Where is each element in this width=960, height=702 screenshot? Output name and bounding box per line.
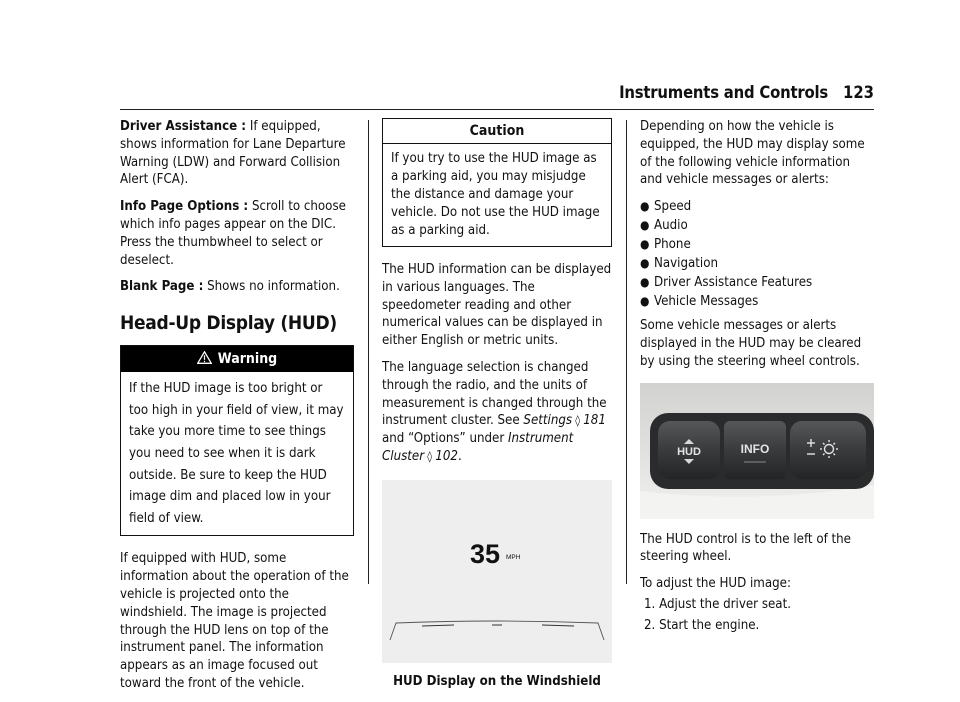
definition-term: Info Page Options :	[120, 199, 249, 215]
brightness-button[interactable]	[790, 421, 866, 479]
warning-triangle-icon	[197, 347, 212, 373]
warning-box	[120, 345, 354, 536]
hud-info-list	[640, 198, 874, 311]
column-divider-2	[626, 120, 627, 584]
figure-caption: HUD Display on the Windshield	[393, 673, 601, 689]
warning-title: Warning	[217, 351, 278, 368]
hud-display-intro: Depending on how the vehicle is equipped, the HUD may display some of the following vehicle information and vehicle messages or alerts:	[640, 119, 865, 188]
link-page: 181	[583, 413, 606, 429]
warning-text: If the HUD image is too bright or too high in your field of view, it may take you more time to see things you need to see when it is dark outside. Be sure to keep the HUD image dim and placed low in your field of view.	[129, 381, 344, 526]
hud-control-figure	[640, 383, 874, 519]
bullet-icon: ●	[640, 275, 650, 290]
dashboard-outline	[390, 621, 604, 640]
list-item	[640, 198, 874, 216]
list-item-text: Driver Assistance Features	[654, 275, 813, 291]
list-item	[640, 293, 874, 311]
list-item-text: Vehicle Messages	[654, 294, 759, 310]
definition-text: If equipped, shows information for Lane Departure Warning (LDW) and Forward Collision Alert (FCA).	[120, 119, 346, 188]
bullet-icon: ●	[640, 294, 650, 309]
definition-text: Scroll to choose which info pages appear on the DIC. Press the thumbwheel to select or deselect.	[120, 199, 346, 268]
link-text: Settings	[523, 413, 573, 429]
info-button-label: INFO	[740, 441, 770, 456]
hud-windshield-figure	[382, 480, 612, 663]
clear-messages-paragraph: Some vehicle messages or alerts displayed in the HUD may be cleared by using the steering wheel controls.	[640, 318, 862, 369]
language-paragraph: The HUD information can be displayed in various languages. The speedometer reading and other numerical values can be displayed in either English or metric units.	[382, 262, 612, 349]
page-number: 123	[843, 83, 874, 102]
list-item	[640, 255, 874, 273]
column-divider-1	[368, 120, 369, 584]
hud-lens-line	[542, 625, 574, 626]
list-item-text: Navigation	[654, 256, 718, 272]
caution-text: If you try to use the HUD image as a parking aid, you may misjudge the distance and damage your vehicle. Do not use the HUD image as a parking aid.	[391, 151, 600, 238]
definition-info-page-options	[120, 198, 354, 269]
warning-header	[121, 346, 353, 372]
bullet-icon: ●	[640, 199, 650, 214]
column-2	[382, 118, 612, 691]
step-item: 2. Start the engine.	[644, 617, 760, 633]
definition-term: Driver Assistance :	[120, 119, 247, 134]
list-item	[640, 274, 874, 292]
text-run: .	[457, 448, 462, 464]
caution-title: Caution	[383, 119, 611, 144]
list-item	[640, 217, 874, 235]
bullet-icon: ●	[640, 256, 650, 271]
page-ref-arrow-icon: ◊	[424, 449, 436, 463]
hud-speed-unit: MPH	[506, 553, 521, 561]
definition-blank-page	[120, 278, 354, 296]
step-item: 1. Adjust the driver seat.	[644, 596, 791, 612]
definition-driver-assistance	[120, 118, 354, 189]
bullet-icon: ●	[640, 218, 650, 233]
bullet-icon: ●	[640, 237, 650, 252]
definition-text: Shows no information.	[207, 279, 340, 295]
column-1	[120, 118, 354, 702]
definition-term: Blank Page :	[120, 279, 204, 295]
settings-paragraph	[382, 359, 612, 466]
text-run: The language selection is changed through the radio, and the units of measurement is changed through the instrument cluster. See	[382, 359, 607, 429]
list-item	[640, 236, 874, 254]
caution-box	[382, 118, 612, 247]
list-item-text: Audio	[654, 218, 688, 234]
adjust-steps	[640, 596, 874, 635]
column-3	[640, 118, 874, 638]
section-heading-hud: Head-Up Display (HUD)	[120, 312, 337, 335]
hud-control-location: The HUD control is to the left of the steering wheel.	[640, 531, 851, 565]
hud-button-label: HUD	[677, 445, 701, 458]
list-item-text: Speed	[654, 199, 692, 215]
link-page: 102	[435, 448, 458, 464]
adjust-intro: To adjust the HUD image:	[640, 576, 791, 592]
header-rule	[120, 109, 874, 110]
section-title: Instruments and Controls	[619, 83, 828, 102]
link-text: Instrument Cluster	[382, 431, 574, 464]
hud-speed-value: 35	[470, 538, 501, 569]
page-ref-arrow-icon: ◊	[572, 414, 584, 428]
list-item-text: Phone	[654, 237, 691, 253]
hud-lens-line	[422, 625, 454, 626]
settings-link[interactable]	[523, 413, 605, 428]
hud-intro-paragraph: If equipped with HUD, some information about the operation of the vehicle is projected onto the windshield. The image is projected through the HUD lens on top of the instrument panel. The information appears as an image focused out toward the front of the vehicle.	[120, 551, 349, 691]
page-header	[0, 84, 960, 106]
text-run: and “Options” under	[382, 431, 508, 447]
